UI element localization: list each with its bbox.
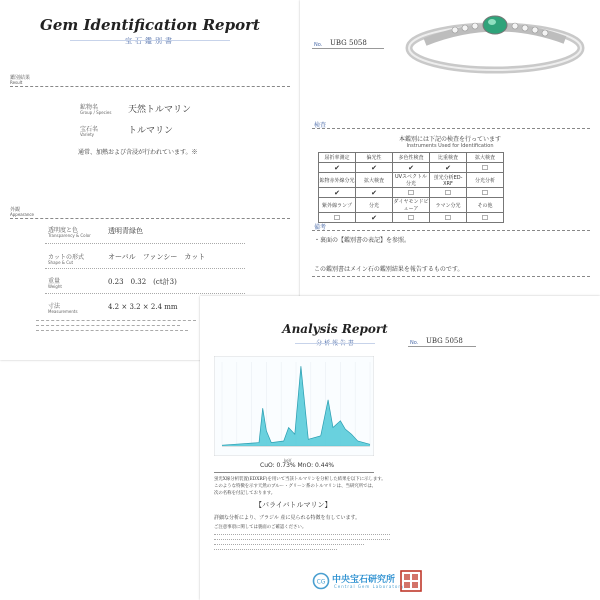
instrument-label: 分光分析	[467, 173, 504, 188]
instruments-table	[318, 152, 504, 223]
instrument-mark-row	[319, 163, 504, 173]
section-divider	[312, 230, 590, 231]
check-mark-icon: ✔	[393, 163, 430, 173]
analysis-subtitle: 分 析 報 告 書	[316, 340, 354, 347]
row-label-en: Shape & Cut	[48, 260, 74, 265]
instrument-label: 拡大検査	[356, 173, 393, 188]
row-value: オーバル ファンシー カット	[108, 253, 206, 261]
body-line: ご注意事項に関しては裏面のご確認ください。	[214, 525, 307, 530]
title-rule	[70, 40, 230, 41]
analysis-no-label: No.	[410, 340, 419, 346]
row-label: 重量	[48, 278, 61, 285]
svg-text:CG: CG	[316, 578, 326, 586]
instrument-label: 紫外線ランプ	[319, 198, 356, 213]
instrument-label: UVスペクトル分光	[393, 173, 430, 188]
check-mark-icon: ✔	[356, 163, 393, 173]
check-mark-icon: ✔	[430, 163, 467, 173]
check-mark-icon: ✔	[319, 163, 356, 173]
x-axis-label: keV	[284, 458, 292, 463]
variety-value: トルマリン	[128, 126, 174, 136]
no-label: No.	[314, 42, 323, 48]
section-appearance-jp: 外観	[10, 207, 21, 213]
method-intro-jp: 本鑑別には下記の検査を行っています	[398, 136, 501, 143]
empty-box-icon: ☐	[467, 163, 504, 173]
row-label-en: Transparency & Color	[48, 233, 91, 238]
instrument-label: 多色性検査	[393, 153, 430, 163]
body-line: 詳細な分析により、ブラジル 産に見られる特徴を有しています。	[214, 515, 361, 521]
red-seal-stamp	[400, 570, 422, 592]
empty-box-icon: ☐	[319, 213, 356, 223]
variety-label: 宝石名	[80, 126, 99, 133]
instrument-label: 拡大検査	[467, 153, 504, 163]
section-result-jp: 鑑別結果	[10, 75, 31, 81]
section-divider	[10, 86, 290, 87]
lab-logo	[312, 572, 330, 590]
instrument-mark-row	[319, 188, 504, 198]
section-divider	[214, 472, 374, 473]
instrument-label: 分光	[356, 198, 393, 213]
instrument-label: 鉱物赤外線分光	[319, 173, 356, 188]
instrument-label: 偏光性	[356, 153, 393, 163]
empty-box-icon: ☐	[467, 188, 504, 198]
analysis-report-page	[200, 296, 600, 600]
body-line: 蛍光X線分析装置(EDXRF)を用いて当該トルマリンを分析した結果を以下に示します。	[214, 477, 386, 482]
report-number: UBG 5058	[330, 39, 367, 47]
analysis-title: Analysis Report	[282, 322, 388, 336]
row-label: 透明度と色	[48, 227, 79, 234]
check-mark-icon: ✔	[319, 188, 356, 198]
treatment-note: 通常、加熱および含浸が行われています。※	[78, 149, 198, 156]
footnote-block	[36, 320, 196, 335]
row-label: カットの形式	[48, 254, 84, 261]
instrument-label: 比重検査	[430, 153, 467, 163]
lab-name-en: Central Gem Laboratory	[334, 584, 405, 589]
empty-box-icon: ☐	[393, 188, 430, 198]
species-label-en: Group / Species	[80, 110, 112, 115]
section-result-en: Result	[10, 80, 23, 85]
section-divider	[312, 276, 590, 277]
number-underline	[312, 48, 384, 49]
fine-print-lines	[214, 534, 390, 550]
number-underline	[408, 346, 476, 347]
paraiba-label: 【パライバトルマリン】	[255, 501, 332, 509]
body-line: 次の名称を付記しております。	[214, 491, 276, 496]
species-value: 天然トルマリン	[128, 105, 192, 115]
instrument-label-row	[319, 153, 504, 163]
instrument-label: その他	[467, 198, 504, 213]
remark-text: ・裏面の【鑑別書の表記】を参照。	[314, 237, 411, 244]
report-title: Gem Identification Report	[40, 16, 260, 34]
empty-box-icon: ☐	[430, 213, 467, 223]
lab-name-jp: 中央宝石研究所	[332, 575, 396, 585]
species-label: 鉱物名	[80, 104, 99, 111]
variety-label-en: Variety	[80, 132, 95, 137]
row-value: 透明青緑色	[108, 227, 143, 235]
row-label-en: Weight	[48, 284, 62, 289]
instrument-label: 屈折率測定	[319, 153, 356, 163]
row-value: 0.23 0.32 (ct計3)	[108, 278, 177, 286]
check-mark-icon: ✔	[356, 188, 393, 198]
row-label: 寸法	[48, 303, 61, 310]
section-divider	[10, 218, 290, 219]
body-line: このような特徴を示す天然のブルー・グリーン系のトルマリンは、当研究所では、	[214, 484, 377, 489]
instrument-label-row	[319, 198, 504, 213]
report-subtitle: 宝石鑑別書	[125, 37, 175, 45]
instrument-label: 蛍光分析ED-XRF	[430, 173, 467, 188]
row-label-en: Measurements	[48, 309, 78, 314]
empty-box-icon: ☐	[467, 213, 504, 223]
section-method: 検査	[314, 122, 327, 129]
instrument-label: ラマン分光	[430, 198, 467, 213]
instrument-mark-row	[319, 213, 504, 223]
instrument-label-row	[319, 173, 504, 188]
title-rule	[295, 343, 375, 344]
row-divider	[45, 293, 245, 294]
statement-text: この鑑別書はメイン石の鑑別結果を報告するものです。	[314, 266, 464, 273]
xrf-spectrum-chart	[214, 356, 374, 456]
row-divider	[45, 268, 245, 269]
row-divider	[45, 243, 245, 244]
method-intro-en: Instruments Used for Identification	[406, 143, 494, 149]
empty-box-icon: ☐	[430, 188, 467, 198]
check-mark-icon: ✔	[356, 213, 393, 223]
section-appearance-en: Appearance	[10, 212, 35, 217]
row-value: 4.2 × 3.2 × 2.4 mm	[108, 303, 178, 311]
ring-photo	[395, 4, 595, 79]
instrument-label: ダイヤモンドビューア	[393, 199, 429, 212]
empty-box-icon: ☐	[393, 213, 430, 223]
section-remarks: 備考	[314, 224, 327, 231]
result-text: CuO: 0.73% MnO: 0.44%	[260, 462, 335, 469]
section-divider	[312, 128, 590, 129]
analysis-report-number: UBG 5058	[426, 337, 463, 345]
